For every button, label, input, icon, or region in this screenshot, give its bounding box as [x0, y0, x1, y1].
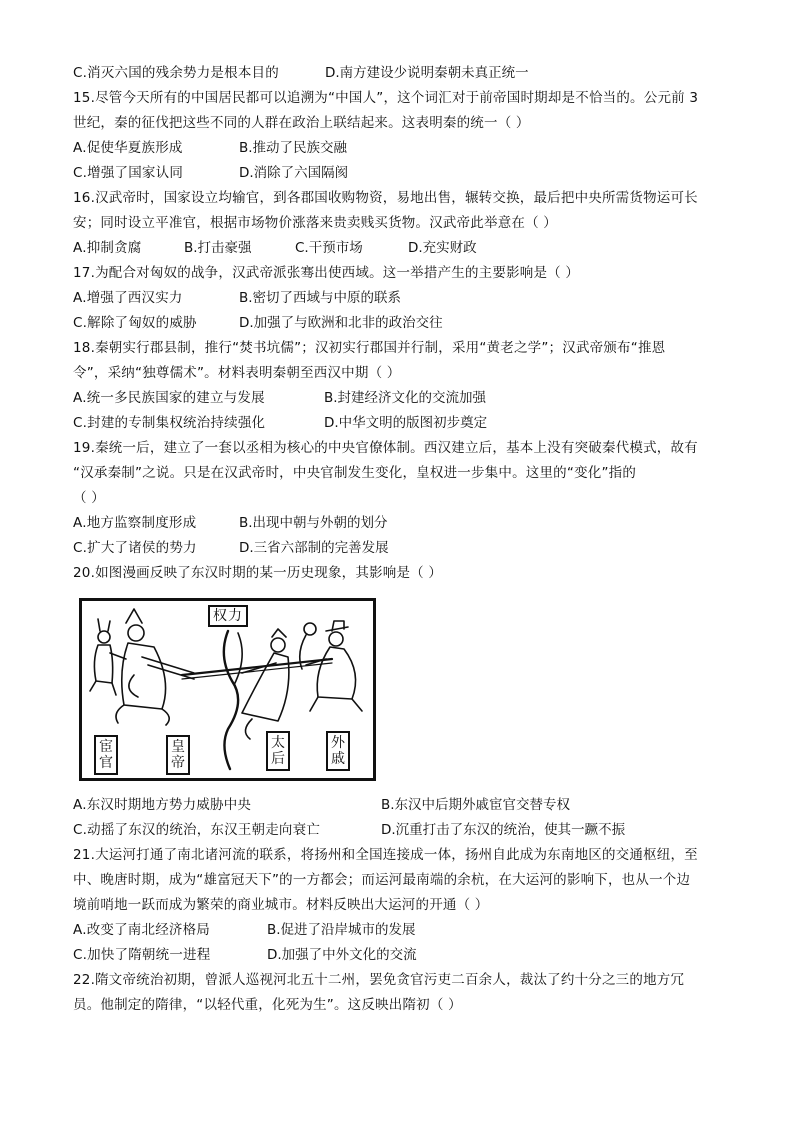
q18-stem-line2: 令”，采纳“独尊儒术”。材料表明秦朝至西汉中期（ ）	[73, 365, 401, 381]
q19-option-b: B.出现中朝与外朝的划分	[239, 515, 388, 531]
q18-option-a: A.统一多民族国家的建立与发展	[73, 390, 265, 406]
q17-option-a: A.增强了西汉实力	[73, 290, 183, 306]
q20-stem-line1: 20.如图漫画反映了东汉时期的某一历史现象，其影响是（ ）	[73, 565, 443, 581]
q20-option-c: C.动摇了东汉的统治，东汉王朝走向衰亡	[73, 822, 321, 838]
q21-option-d: D.加强了中外文化的交流	[267, 947, 417, 963]
cartoon-label-relatives: 外戚	[326, 731, 350, 771]
q20-option-a: A.东汉时期地方势力威胁中央	[73, 797, 252, 813]
q22-stem-line2: 员。他制定的隋律，“以轻代重，化死为生”。这反映出隋初（ ）	[73, 997, 462, 1013]
q17-option-d: D.加强了与欧洲和北非的政治交往	[239, 315, 443, 331]
q21-stem-line1: 21.大运河打通了南北诸河流的联系，将扬州和全国连接成一体，扬州自此成为东南地区的交通枢纽，至	[73, 847, 698, 863]
q18-option-b: B.封建经济文化的交流加强	[324, 390, 487, 406]
cartoon-label-eunuch: 宦官	[94, 735, 118, 775]
q16-stem-line2: 安；同时设立平准官，根据市场物价涨落来贵卖贱买货物。汉武帝此举意在（ ）	[73, 215, 557, 231]
q16-option-b: B.打击豪强	[184, 240, 252, 256]
q17-option-c: C.解除了匈奴的威胁	[73, 315, 197, 331]
q21-stem-line3: 境前哨地一跃而成为繁荣的商业城市。材料反映出大运河的开通（ ）	[73, 897, 489, 913]
q18-stem-line1: 18.秦朝实行郡县制，推行“焚书坑儒”；汉初实行郡国并行制，采用“黄老之学”；汉武帝颁布“推恩	[73, 340, 666, 356]
q15-stem-line1: 15.尽管今天所有的中国居民都可以追溯为“中国人”，这个词汇对于前帝国时期却是不恰当的。公元前 3	[73, 90, 699, 106]
q17-stem-line1: 17.为配合对匈奴的战争，汉武帝派张骞出使西域。这一举措产生的主要影响是（ ）	[73, 265, 580, 281]
q20-option-b: B.东汉中后期外戚宦官交替专权	[381, 797, 571, 813]
cartoon-label-power: 权力	[208, 605, 248, 627]
q15-option-d: D.消除了六国隔阂	[239, 165, 349, 181]
q21-option-a: A.改变了南北经济格局	[73, 922, 210, 938]
cartoon-label-empress: 太后	[266, 731, 290, 771]
q19-option-d: D.三省六部制的完善发展	[239, 540, 389, 556]
q19-option-c: C.扩大了诸侯的势力	[73, 540, 197, 556]
q14-option-d: D.南方建设少说明秦朝未真正统一	[325, 65, 529, 81]
q19-stem-line2: “汉承秦制”之说。只是在汉武帝时，中央官制发生变化，皇权进一步集中。这里的“变化”指的	[73, 465, 637, 481]
q14-option-c: C.消灭六国的残余势力是根本目的	[73, 65, 279, 81]
q16-option-c: C.干预市场	[295, 240, 363, 256]
q15-stem-line2: 世纪，秦的征伐把这些不同的人群在政治上联结起来。这表明秦的统一（ ）	[73, 115, 530, 131]
q21-option-c: C.加快了隋朝统一进程	[73, 947, 211, 963]
q21-stem-line2: 中、晚唐时期，成为“雄富冠天下”的一方都会；而运河最南端的余杭，在大运河的影响下，也从一个边	[73, 872, 691, 888]
q19-stem-line1: 19.秦统一后，建立了一套以丞相为核心的中央官僚体制。西汉建立后，基本上没有突破秦代模式，故有	[73, 440, 698, 456]
q16-option-d: D.充实财政	[408, 240, 477, 256]
q15-option-a: A.促使华夏族形成	[73, 140, 183, 156]
q18-option-c: C.封建的专制集权统治持续强化	[73, 415, 266, 431]
q15-option-c: C.增强了国家认同	[73, 165, 184, 181]
q19-stem-line3: （ ）	[73, 490, 105, 506]
q15-option-b: B.推动了民族交融	[239, 140, 348, 156]
power-struggle-cartoon	[79, 598, 376, 781]
q16-stem-line1: 16.汉武帝时，国家设立均输官，到各郡国收购物资，易地出售，辗转交换，最后把中央所需货物运可长	[73, 190, 698, 206]
q19-option-a: A.地方监察制度形成	[73, 515, 197, 531]
q21-option-b: B.促进了沿岸城市的发展	[267, 922, 416, 938]
q20-option-d: D.沉重打击了东汉的统治，使其一蹶不振	[381, 822, 626, 838]
cartoon-label-emperor: 皇帝	[166, 735, 190, 775]
q17-option-b: B.密切了西域与中原的联系	[239, 290, 402, 306]
q22-stem-line1: 22.隋文帝统治初期，曾派人巡视河北五十二州，罢免贪官污吏二百余人，裁汰了约十分之三的地方冗	[73, 972, 685, 988]
q16-option-a: A.抑制贪腐	[73, 240, 142, 256]
q18-option-d: D.中华文明的版图初步奠定	[324, 415, 488, 431]
